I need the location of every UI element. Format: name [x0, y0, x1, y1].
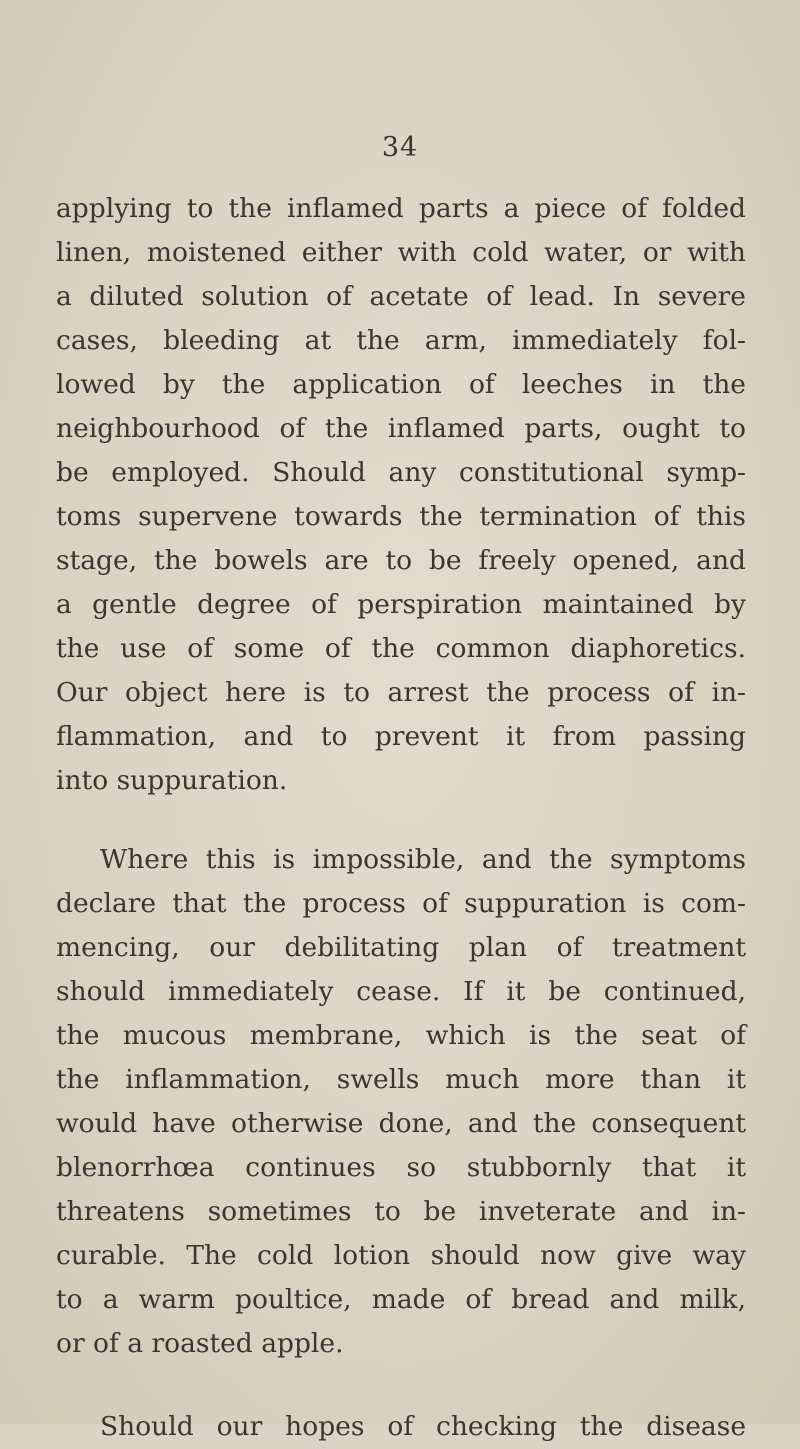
text-line: the mucous membrane, which is the seat of	[56, 1020, 746, 1051]
text-line: be employed. Should any constitutional symp-	[56, 457, 746, 488]
text-line: declare that the process of suppuration is com-	[56, 888, 746, 919]
text-line: a gentle degree of perspiration maintained by	[56, 589, 746, 620]
text-line: would have otherwise done, and the consequent	[56, 1108, 746, 1139]
text-line: mencing, our debilitating plan of treatment	[56, 932, 746, 963]
text-line: should immediately cease. If it be continued,	[56, 976, 746, 1007]
text-line: to a warm poultice, made of bread and milk,	[56, 1284, 746, 1315]
text-line: applying to the inflamed parts a piece of folded	[56, 193, 746, 224]
text-line: curable. The cold lotion should now give way	[56, 1240, 746, 1271]
text-line: Where this is impossible, and the symptoms	[100, 844, 746, 875]
text-line: linen, moistened either with cold water, or with	[56, 237, 746, 268]
text-line: flammation, and to prevent it from passing	[56, 721, 746, 752]
text-line: or of a roasted apple.	[56, 1328, 344, 1359]
page-number: 34	[381, 132, 419, 163]
text-line: a diluted solution of acetate of lead. In severe	[56, 281, 746, 312]
text-line: the inflammation, swells much more than it	[56, 1064, 746, 1095]
text-line: toms supervene towards the termination of this	[56, 501, 746, 532]
text-line: into suppuration.	[56, 765, 288, 796]
text-line: blenorrhœa continues so stubbornly that it	[56, 1152, 746, 1183]
text-line: cases, bleeding at the arm, immediately fol-	[56, 325, 746, 356]
text-line: Should our hopes of checking the disease	[100, 1411, 746, 1442]
text-line: Our object here is to arrest the process of in-	[56, 677, 746, 708]
text-line: threatens sometimes to be inveterate and in-	[56, 1196, 746, 1227]
text-line: neighbourhood of the inflamed parts, ought to	[56, 413, 746, 444]
text-line: lowed by the application of leeches in the	[56, 369, 746, 400]
text-line: the use of some of the common diaphoretics.	[56, 633, 746, 664]
text-line: stage, the bowels are to be freely opened, and	[56, 545, 746, 576]
